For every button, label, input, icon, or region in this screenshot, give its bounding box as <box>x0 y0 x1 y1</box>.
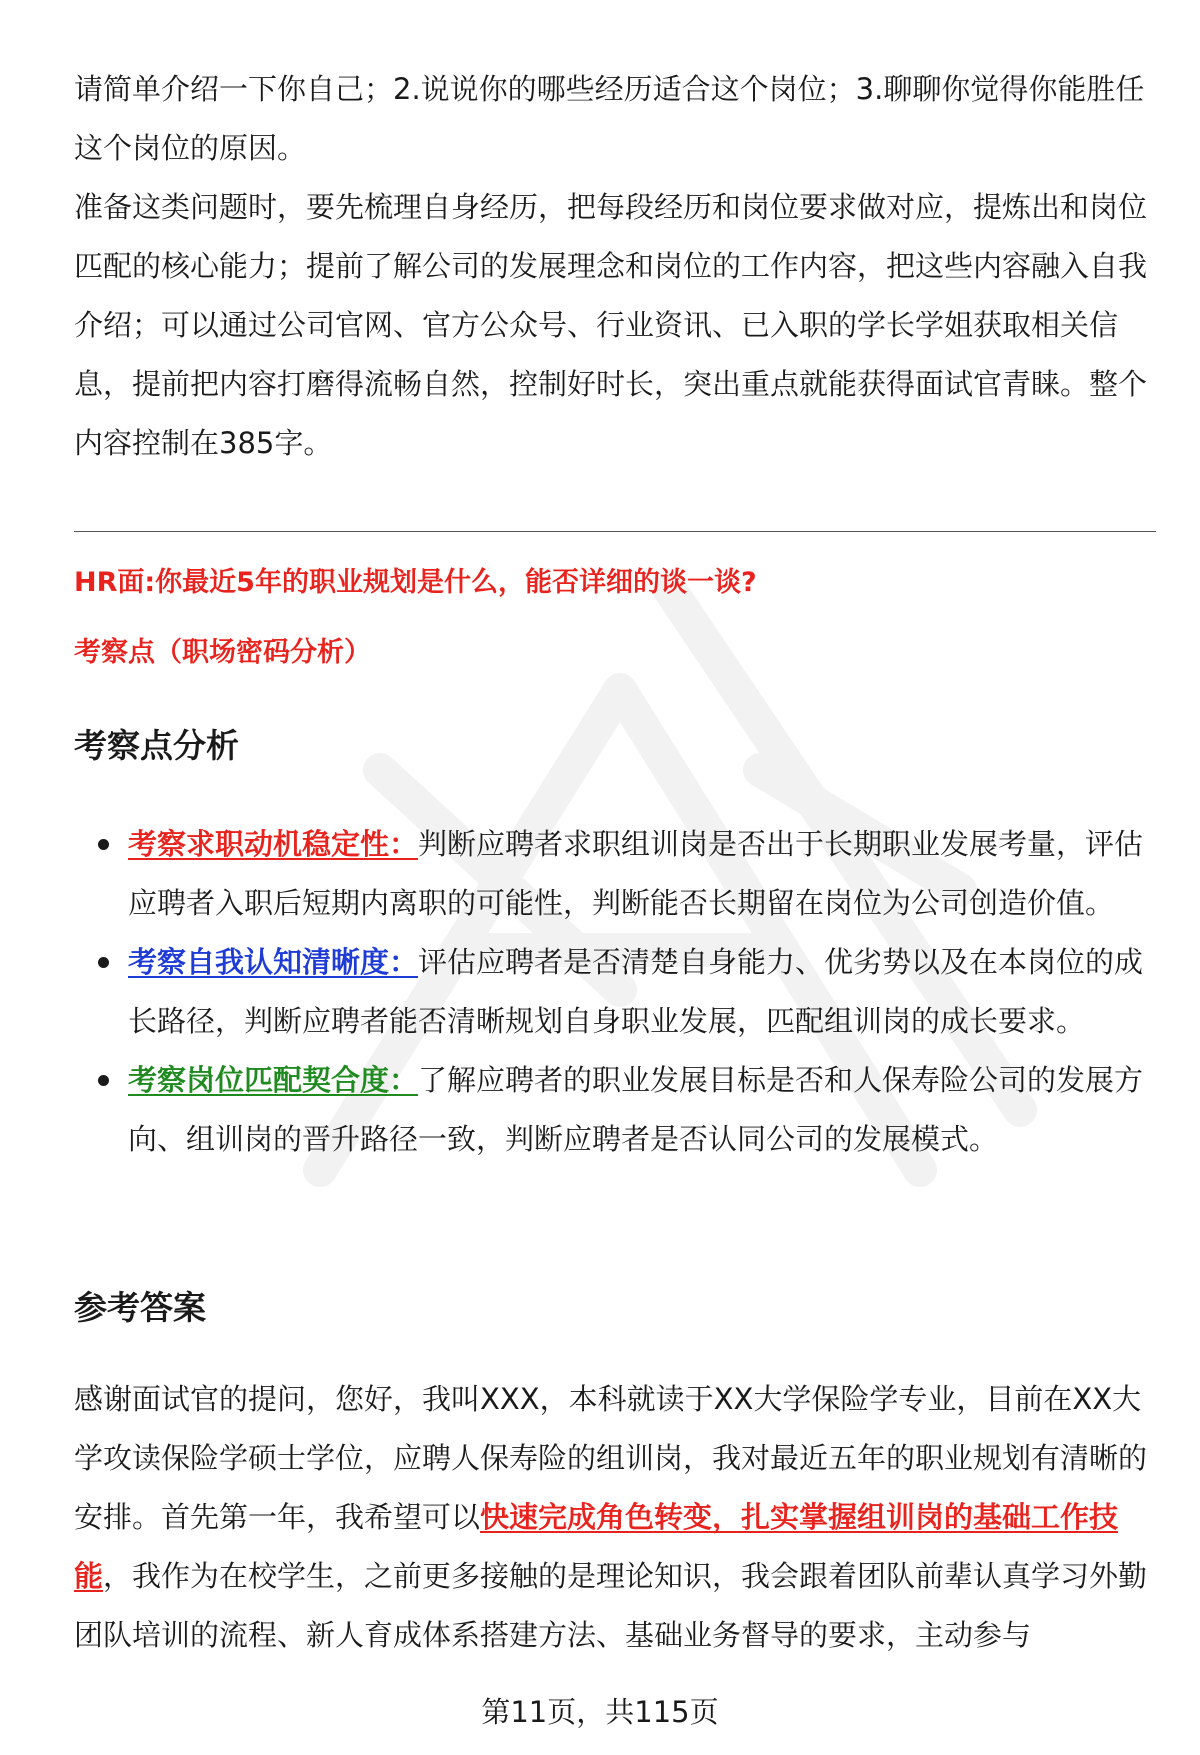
section-divider <box>74 531 1156 532</box>
analysis-keyword: 考察求职动机稳定性： <box>128 827 419 861</box>
intro-section <box>74 60 1154 473</box>
bullet-icon <box>98 957 109 968</box>
list-item <box>74 933 1156 1051</box>
intro-paragraph-2: 准备这类问题时，要先梳理自身经历，把每段经历和岗位要求做对应，提炼出和岗位匹配的核心能力；提前了解公司的发展理念和岗位的工作内容，把这些内容融入自我介绍；可以通过公司官网、官方公众号、行业资讯、已入职的学长学姐获取相关信息，提前把内容打磨得流畅自然，控制好时长，突出重点就能获得面试官青睐。整个内容控制在385字。 <box>74 190 1148 460</box>
answer-heading: 参考答案 <box>74 1288 206 1327</box>
bullet-icon <box>98 839 109 850</box>
intro-paragraph-1: 请简单介绍一下你自己；2.说说你的哪些经历适合这个岗位；3.聊聊你觉得你能胜任这个岗位的原因。 <box>74 72 1145 165</box>
analysis-keyword: 考察岗位匹配契合度： <box>128 1063 419 1097</box>
list-item <box>74 815 1156 933</box>
bullet-icon <box>98 1075 109 1086</box>
analysis-heading: 考察点分析 <box>74 726 239 765</box>
page-number: 第11页，共115页 <box>481 1695 719 1729</box>
analysis-text: 判断应聘者求职组训岗是否出于长期职业发展考量，评估应聘者入职后短期内离职的可能性，判断能否长期留在岗位为公司创造价值。 <box>128 827 1144 920</box>
analysis-list <box>74 815 1156 1169</box>
answer-text-before: 感谢面试官的提问，您好，我叫XXX，本科就读于XX大学保险学专业，目前在XX大学攻读保险学硕士学位，应聘人保寿险的组训岗，我对最近五年的职业规划有清晰的安排。首先第一年，我希望可以 <box>74 1382 1148 1534</box>
question-title: HR面:你最近5年的职业规划是什么，能否详细的谈一谈? <box>74 567 757 598</box>
answer-paragraph <box>74 1370 1156 1665</box>
analysis-keyword: 考察自我认知清晰度： <box>128 945 419 979</box>
analysis-text: 了解应聘者的职业发展目标是否和人保寿险公司的发展方向、组训岗的晋升路径一致，判断应聘者是否认同公司的发展模式。 <box>128 1063 1144 1156</box>
answer-highlight: 快速完成角色转变，扎实掌握组训岗的基础工作技能 <box>74 1500 1119 1593</box>
answer-text-after: ，我作为在校学生，之前更多接触的是理论知识，我会跟着团队前辈认真学习外勤团队培训的流程、新人育成体系搭建方法、基础业务督导的要求，主动参与 <box>74 1559 1148 1652</box>
list-item <box>74 1051 1156 1169</box>
question-point: 考察点（职场密码分析） <box>74 637 371 668</box>
analysis-text: 评估应聘者是否清楚自身能力、优劣势以及在本岗位的成长路径，判断应聘者能否清晰规划自身职业发展，匹配组训岗的成长要求。 <box>128 945 1144 1038</box>
